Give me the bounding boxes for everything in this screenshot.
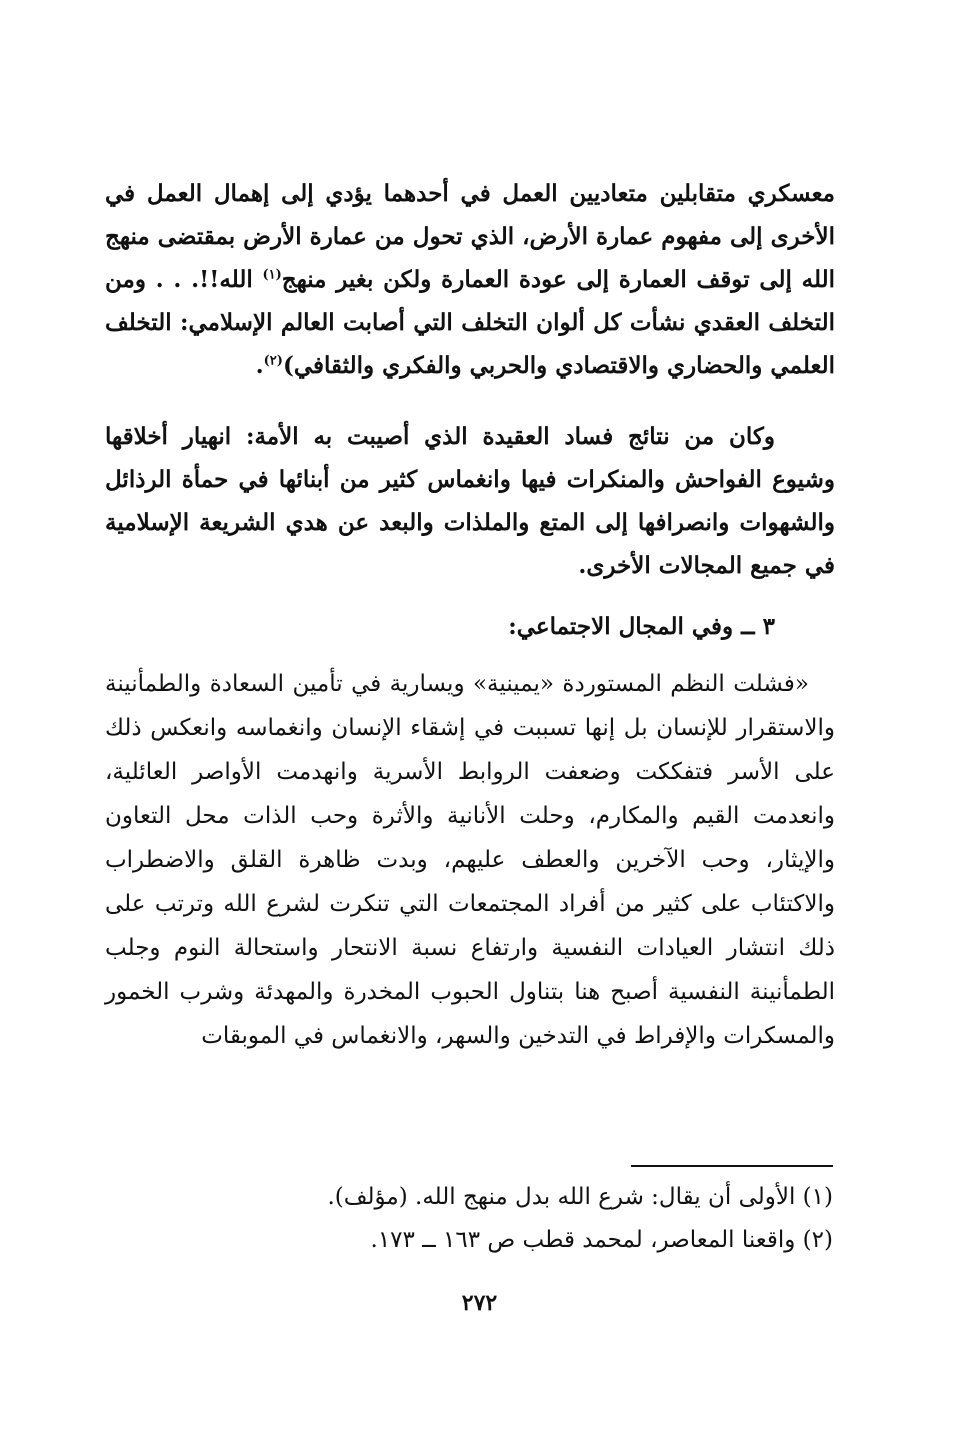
footnote-ref-2[interactable]: (٢) (263, 353, 283, 369)
page-number: ٢٧٢ (461, 1290, 498, 1316)
paragraph-1-text-continued: الله!!. . . ومن التخلف العقدي نشأت كل ألوان التخلف التي أصابت العالم الإسلامي: التخلف العلمي والحضاري والاقتصادي والحربي والفكري والثقافي) (105, 266, 835, 379)
paragraph-1-end: . (255, 352, 264, 379)
footnote-ref-1[interactable]: (١) (262, 267, 282, 283)
footnote-divider (631, 1165, 833, 1167)
footnote-2: (٢) واقعنا المعاصر، لمحمد قطب ص ١٦٣ ــ ١٧٣. (370, 1227, 833, 1253)
paragraph-1-text: معسكري متقابلين متعاديين العمل في أحدهما يؤدي إلى إهمال العمل في الأخرى إلى مفهوم عمارة الأرض، الذي تحول من عمارة الأرض بمقتضى منهج الله إلى توقف العمارة إلى عودة العمارة ولكن بغير منهج (105, 180, 835, 293)
footnote-1: (١) الأولى أن يقال: شرع الله بدل منهج الله. (مؤلف). (327, 1184, 833, 1210)
paragraph-2: وكان من نتائج فساد العقيدة الذي أصيبت به الأمة: انهيار أخلاقها وشيوع الفواحش والمنكرات فيها وانغماس كثير من أبنائها في حمأة الرذائل والشهوات وانصرافها إلى المتع والملذات والبعد عن هدي الشريعة الإسلامية في جميع المجالات الأخرى. (105, 423, 835, 579)
paragraph-1 (105, 172, 835, 387)
footnotes (133, 1176, 833, 1262)
paragraph-3: «فشلت النظم المستوردة «يمينية» ويسارية في تأمين السعادة والطمأنينة والاستقرار للإنسان بل إنها تسببت في إشقاء الإنسان وانغماسه وانعكس ذلك على الأسر فتفككت وضعفت الروابط الأسرية وانهدمت الأواصر العائلية، وانعدمت القيم والمكارم، وحلت الأنانية والأثرة وحب الذات محل التعاون والإيثار، وحب الآخرين والعطف عليهم، وبدت ظاهرة القلق والاضطراب والاكتئاب على كثير من أفراد المجتمعات التي تنكرت لشرع الله وترتب على ذلك انتشار العيادات النفسية وارتفاع نسبة الانتحار واستحالة النوم وجلب الطمأنينة النفسية أصبح هنا بتناول الحبوب المخدرة والمهدئة وشرب الخمور والمسكرات والإفراط في التدخين والسهر، والانغماس في الموبقات (105, 671, 835, 1049)
page-body (105, 172, 835, 1058)
bold-section (105, 172, 835, 587)
section-heading: ٣ ــ وفي المجال الاجتماعي: (508, 613, 775, 640)
